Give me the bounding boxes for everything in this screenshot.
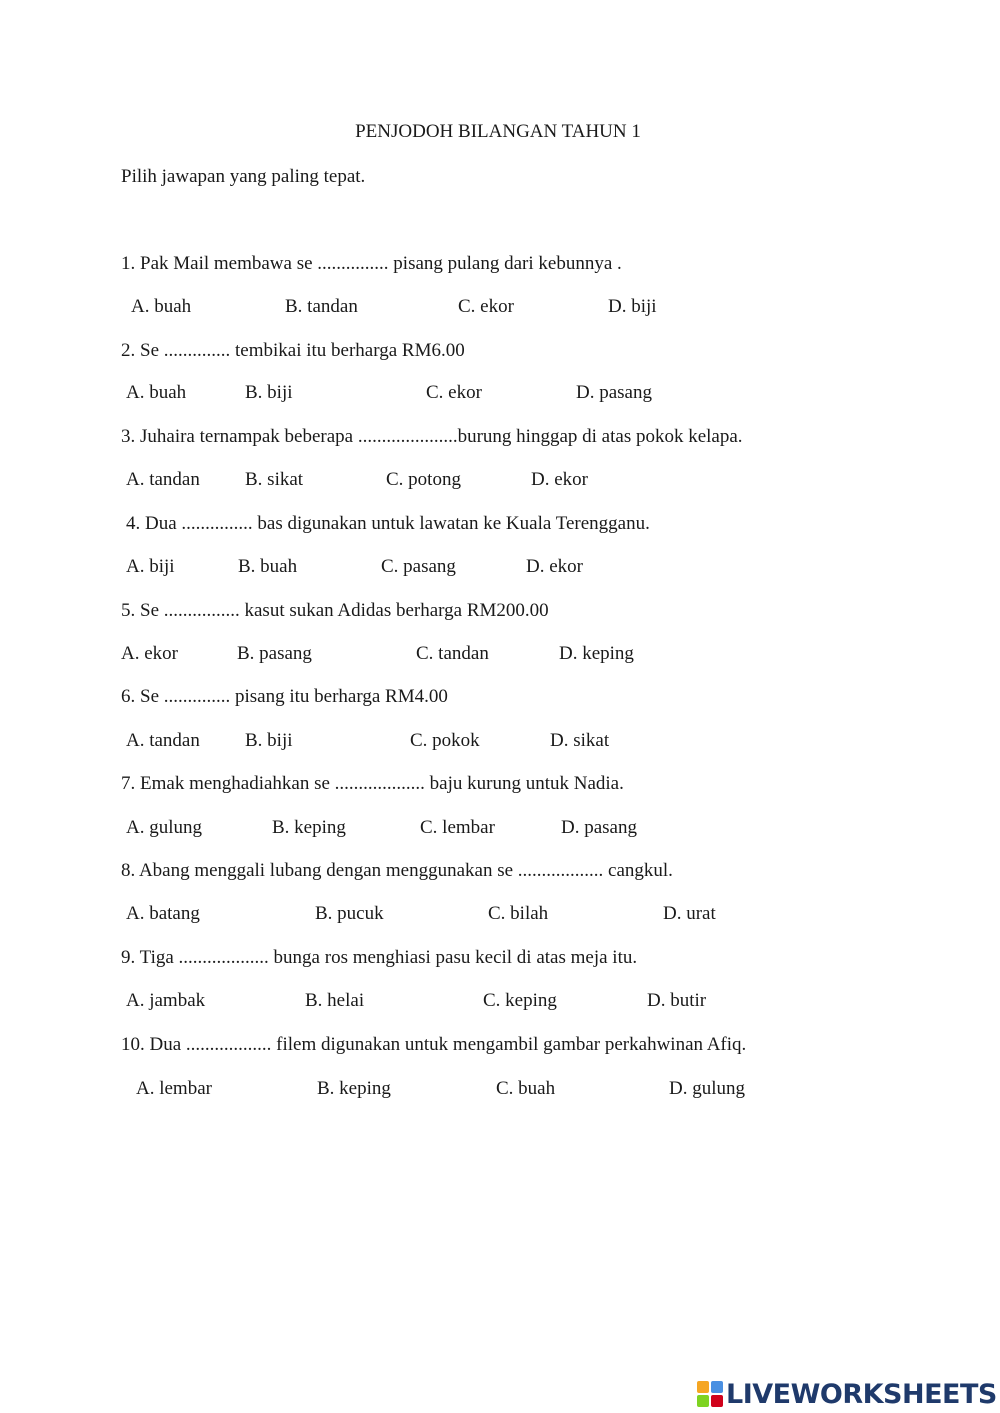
option-7b[interactable]: B. keping bbox=[272, 817, 346, 838]
page-title: PENJODOH BILANGAN TAHUN 1 bbox=[355, 121, 641, 142]
option-3a[interactable]: A. tandan bbox=[126, 469, 200, 490]
question-10: 10. Dua .................. filem digunakan untuk mengambil gambar perkahwinan Afiq. bbox=[121, 1034, 747, 1055]
option-10d[interactable]: D. gulung bbox=[669, 1078, 745, 1099]
option-10a[interactable]: A. lembar bbox=[136, 1078, 212, 1099]
option-4c[interactable]: C. pasang bbox=[381, 556, 456, 577]
option-9d[interactable]: D. butir bbox=[647, 990, 707, 1011]
question-5: 5. Se ................ kasut sukan Adidas berharga RM200.00 bbox=[121, 600, 549, 621]
option-9b[interactable]: B. helai bbox=[305, 990, 365, 1011]
option-6a[interactable]: A. tandan bbox=[126, 730, 200, 751]
option-3c[interactable]: C. potong bbox=[386, 469, 461, 490]
logo-mark-icon bbox=[697, 1381, 723, 1407]
option-6d[interactable]: D. sikat bbox=[550, 730, 610, 751]
option-2c[interactable]: C. ekor bbox=[426, 382, 482, 403]
question-9: 9. Tiga ................... bunga ros menghiasi pasu kecil di atas meja itu. bbox=[121, 947, 638, 968]
option-2b[interactable]: B. biji bbox=[245, 382, 293, 403]
option-10b[interactable]: B. keping bbox=[317, 1078, 391, 1099]
logo-text: LIVEWORKSHEETS bbox=[726, 1378, 997, 1410]
option-7d[interactable]: D. pasang bbox=[561, 817, 637, 838]
question-2: 2. Se .............. tembikai itu berharga RM6.00 bbox=[121, 340, 465, 361]
option-1c[interactable]: C. ekor bbox=[458, 296, 514, 317]
option-7a[interactable]: A. gulung bbox=[126, 817, 202, 838]
option-1b[interactable]: B. tandan bbox=[285, 296, 358, 317]
question-3: 3. Juhaira ternampak beberapa .....................burung hinggap di atas pokok kelapa. bbox=[121, 426, 743, 447]
option-4a[interactable]: A. biji bbox=[126, 556, 175, 577]
instruction: Pilih jawapan yang paling tepat. bbox=[121, 166, 366, 187]
option-1d[interactable]: D. biji bbox=[608, 296, 657, 317]
question-8: 8. Abang menggali lubang dengan menggunakan se .................. cangkul. bbox=[121, 860, 673, 881]
option-5a[interactable]: A. ekor bbox=[121, 643, 178, 664]
option-7c[interactable]: C. lembar bbox=[420, 817, 495, 838]
option-8d[interactable]: D. urat bbox=[663, 903, 716, 924]
option-5c[interactable]: C. tandan bbox=[416, 643, 489, 664]
option-3b[interactable]: B. sikat bbox=[245, 469, 304, 490]
option-5d[interactable]: D. keping bbox=[559, 643, 634, 664]
option-2a[interactable]: A. buah bbox=[126, 382, 187, 403]
option-8b[interactable]: B. pucuk bbox=[315, 903, 384, 924]
option-9c[interactable]: C. keping bbox=[483, 990, 557, 1011]
option-4b[interactable]: B. buah bbox=[238, 556, 298, 577]
question-4: 4. Dua ............... bas digunakan untuk lawatan ke Kuala Terengganu. bbox=[126, 513, 650, 534]
option-9a[interactable]: A. jambak bbox=[126, 990, 206, 1011]
option-2d[interactable]: D. pasang bbox=[576, 382, 652, 403]
option-3d[interactable]: D. ekor bbox=[531, 469, 588, 490]
question-6: 6. Se .............. pisang itu berharga RM4.00 bbox=[121, 686, 448, 707]
option-8c[interactable]: C. bilah bbox=[488, 903, 549, 924]
option-1a[interactable]: A. buah bbox=[131, 296, 192, 317]
option-10c[interactable]: C. buah bbox=[496, 1078, 556, 1099]
option-5b[interactable]: B. pasang bbox=[237, 643, 312, 664]
liveworksheets-logo bbox=[697, 1376, 997, 1412]
question-1: 1. Pak Mail membawa se ............... pisang pulang dari kebunnya . bbox=[121, 253, 622, 274]
option-6b[interactable]: B. biji bbox=[245, 730, 293, 751]
option-8a[interactable]: A. batang bbox=[126, 903, 200, 924]
option-4d[interactable]: D. ekor bbox=[526, 556, 583, 577]
option-6c[interactable]: C. pokok bbox=[410, 730, 480, 751]
question-7: 7. Emak menghadiahkan se ................... baju kurung untuk Nadia. bbox=[121, 773, 624, 794]
